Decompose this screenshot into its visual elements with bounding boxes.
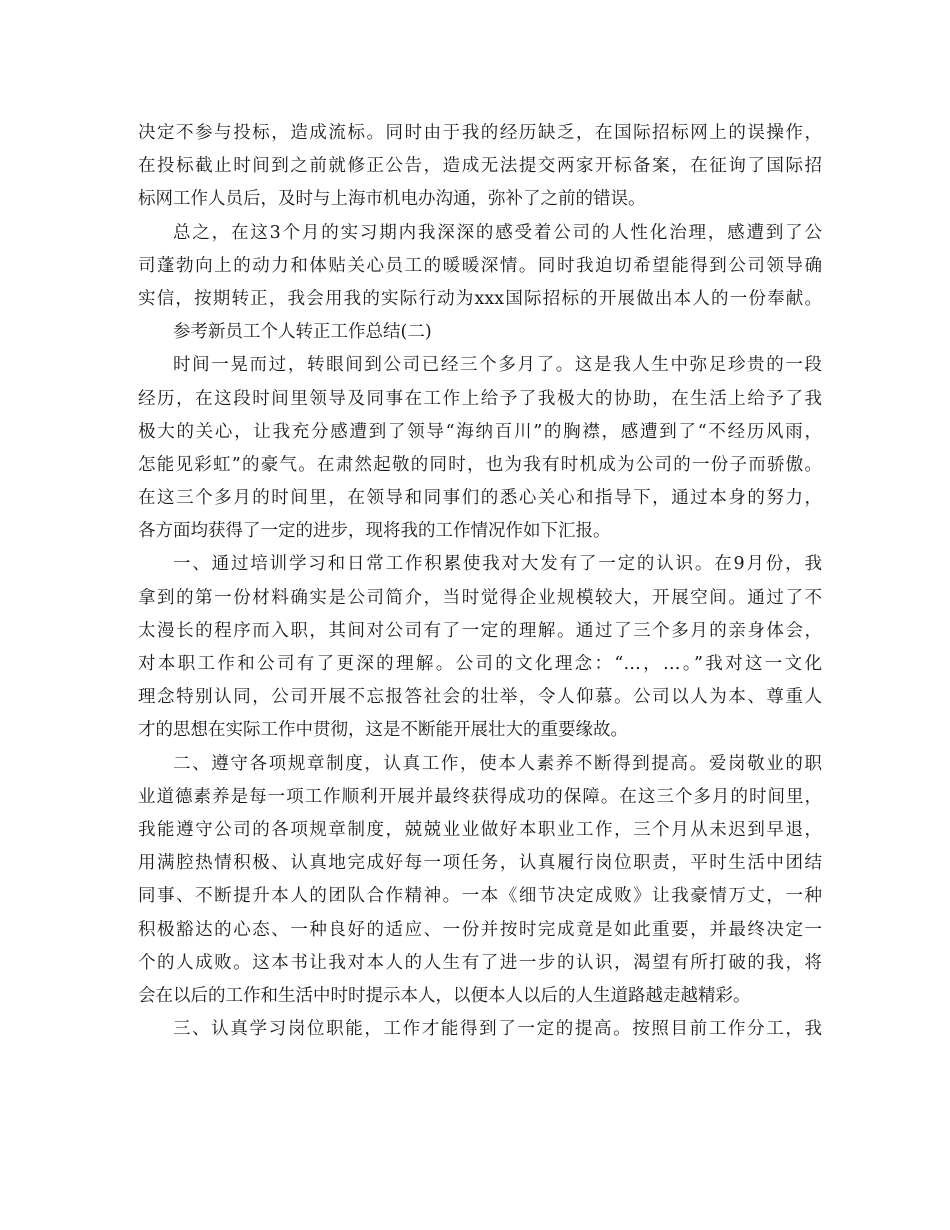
text-line: 怎能见彩虹”的豪气。在肃然起敬的同时，也为我有时机成为公司的一份子而骄傲。 xyxy=(138,454,822,475)
text-line: 一、通过培训学习和日常工作积累使我对大发有了一定的认识。在9月份，我 xyxy=(173,554,822,575)
text-line: 我能遵守公司的各项规章制度，兢兢业业做好本职业工作，三个月从未迟到早退， xyxy=(138,819,822,840)
text-line: 各方面均获得了一定的进步，现将我的工作情况作如下汇报。 xyxy=(138,521,611,542)
text-line: 三、认真学习岗位职能，工作才能得到了一定的提高。按照目前工作分工，我 xyxy=(173,1019,822,1040)
text-line: 积极豁达的心态、一种良好的适应、一份并按时完成竟是如此重要，并最终决定一 xyxy=(138,919,822,940)
text-line: 司蓬勃向上的动力和体贴关心员工的暖暖深情。同时我迫切希望能得到公司领导确 xyxy=(138,255,822,276)
text-line: 经历，在这段时间里领导及同事在工作上给予了我极大的协助，在生活上给予了我 xyxy=(138,388,822,409)
text-line: 决定不参与投标，造成流标。同时由于我的经历缺乏，在国际招标网上的误操作， xyxy=(138,123,822,143)
text-line: 在投标截止时间到之前就修正公告，造成无法提交两家开标备案，在征询了国际招 xyxy=(138,156,822,177)
text-line: 二、遵守各项规章制度，认真工作，使本人素养不断得到提高。爱岗敬业的职 xyxy=(173,753,822,774)
text-line: 标网工作人员后，及时与上海市机电办沟通，弥补了之前的错误。 xyxy=(138,189,646,210)
text-line: 参考新员工个人转正工作总结(二) xyxy=(173,322,432,343)
text-line: 个的人成败。这本书让我对本人的人生有了进一步的认识，渴望有所打破的我，将 xyxy=(138,952,822,973)
text-line: 总之，在这3个月的实习期内我深深的感受着公司的人性化治理，感遭到了公 xyxy=(173,222,822,243)
text-line: 业道德素养是每一项工作顺利开展并最终获得成功的保障。在这三个多月的时间里， xyxy=(138,786,822,807)
text-line: 实信，按期转正，我会用我的实际行动为xxx国际招标的开展做出本人的一份奉献。 xyxy=(138,288,822,309)
text-line: 拿到的第一份材料确实是公司简介，当时觉得企业规模较大，开展空间。通过了不 xyxy=(138,587,822,608)
text-line: 会在以后的工作和生活中时时提示本人，以便本人以后的人生道路越走越精彩。 xyxy=(138,985,751,1006)
text-line: 同事、不断提升本人的团队合作精神。一本《细节决定成败》让我豪情万丈，一种 xyxy=(138,886,822,907)
text-line: 对本职工作和公司有了更深的理解。公司的文化理念：“…，…。”我对这一文化 xyxy=(138,654,822,674)
text-line: 极大的关心，让我充分感遭到了领导“海纳百川”的胸襟，感遭到了“不经历风雨， xyxy=(138,421,822,442)
text-line: 理念特别认同，公司开展不忘报答社会的壮举，令人仰慕。公司以人为本、尊重人 xyxy=(138,687,822,708)
text-line: 在这三个多月的时间里，在领导和同事们的悉心关心和指导下，通过本身的努力， xyxy=(138,488,822,509)
text-line: 用满腔热情积极、认真地完成好每一项任务，认真履行岗位职责，平时生活中团结 xyxy=(138,853,822,874)
text-line: 时间一晃而过，转眼间到公司已经三个多月了。这是我人生中弥足珍贵的一段 xyxy=(173,355,822,376)
text-line: 太漫长的程序而入职，其间对公司有了一定的理解。通过了三个多月的亲身体会， xyxy=(138,620,822,641)
text-line: 才的思想在实际工作中贯彻，这是不断能开展壮大的重要缘故。 xyxy=(138,720,628,741)
document-body xyxy=(138,117,822,1046)
